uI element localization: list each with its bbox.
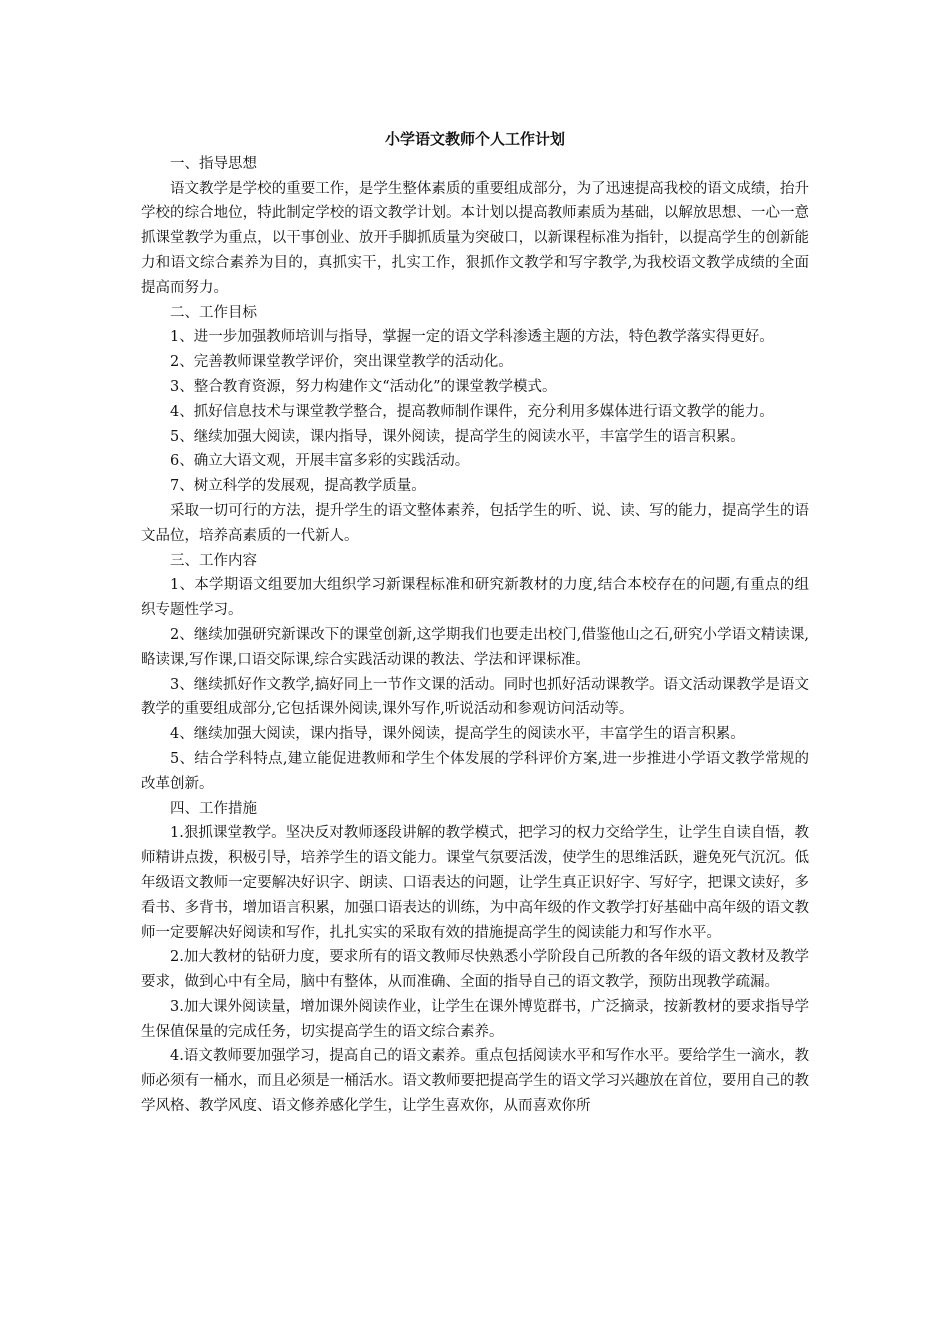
section-work-content <box>141 549 809 797</box>
section-heading: 一、指导思想 <box>170 155 257 172</box>
section-work-measures <box>141 797 809 1119</box>
paragraph: 3、继续抓好作文教学,搞好同上一节作文课的活动。同时也抓好活动课教学。语文活动课教学是语文教学的重要组成部分,它包括课外阅读,课外写作,听说活动和参观访问活动等。 <box>141 676 809 718</box>
document-title: 小学语文教师个人工作计划 <box>384 130 565 148</box>
section-work-goals <box>141 301 809 549</box>
paragraph: 4.语文教师要加强学习，提高自己的语文素养。重点包括阅读水平和写作水平。要给学生一滴水，教师必须有一桶水，而且必须是一桶活水。语文教师要把提高学生的语文学习兴趣放在首位，要用自己的教学风格、教学风度、语文修养感化学生，让学生喜欢你，从而喜欢你所 <box>141 1048 809 1115</box>
paragraph: 2、继续加强研究新课改下的课堂创新,这学期我们也要走出校门,借鉴他山之石,研究小学语文精读课,略读课,写作课,口语交际课,综合实践活动课的教法、学法和评课标准。 <box>141 626 809 668</box>
paragraph: 1、进一步加强教师培训与指导，掌握一定的语文学科渗透主题的方法，特色教学落实得更好。 <box>170 329 774 346</box>
paragraph: 语文教学是学校的重要工作，是学生整体素质的重要组成部分，为了迅速提高我校的语文成绩，抬升学校的综合地位，特此制定学校的语文教学计划。本计划以提高教师素质为基础，以解放思想、一心一意抓课堂教学为重点，以干事创业、放开手脚抓质量为突破口，以新课程标准为指针，以提高学生的创新能力和语文综合素养为目的，真抓实干，扎实工作，狠抓作文教学和写字教学,为我校语文教学成绩的全面提高而努力。 <box>141 180 809 296</box>
paragraph: 5、结合学科特点,建立能促进教师和学生个体发展的学科评价方案,进一步推进小学语文教学常规的改革创新。 <box>141 750 809 792</box>
paragraph: 5、继续加强大阅读，课内指导，课外阅读，提高学生的阅读水平，丰富学生的语言积累。 <box>170 428 745 445</box>
section-heading: 二、工作目标 <box>170 304 257 321</box>
section-guiding-ideology <box>141 152 809 301</box>
paragraph: 6、确立大语文观，开展丰富多彩的实践活动。 <box>170 453 470 470</box>
document-page <box>141 127 809 1119</box>
paragraph: 1.狠抓课堂教学。坚决反对教师逐段讲解的教学模式，把学习的权力交给学生，让学生自读自悟，教师精讲点拨，积极引导，培养学生的语文能力。课堂气氛要活泼，使学生的思维活跃，避免死气沉沉。低年级语文教师一定要解决好识字、朗读、口语表达的问题，让学生真正识好字、写好字，把课文读好，多看书、多背书，增加语言积累，加强口语表达的训练，为中高年级的作文教学打好基础中高年级的语文教师一定要解决好阅读和写作，扎扎实实的采取有效的措施提高学生的阅读能力和写作水平。 <box>141 825 809 941</box>
section-heading: 三、工作内容 <box>170 552 257 569</box>
paragraph: 2.加大教材的钻研力度，要求所有的语文教师尽快熟悉小学阶段自己所教的各年级的语文教材及教学要求，做到心中有全局，脑中有整体，从而准确、全面的指导自己的语文教学，预防出现教学疏漏。 <box>141 949 809 991</box>
paragraph: 4、抓好信息技术与课堂教学整合，提高教师制作课件，充分利用多媒体进行语文教学的能力。 <box>170 403 774 420</box>
paragraph: 4、继续加强大阅读，课内指导，课外阅读，提高学生的阅读水平，丰富学生的语言积累。 <box>170 726 745 743</box>
paragraph: 7、树立科学的发展观，提高教学质量。 <box>170 478 426 495</box>
paragraph: 3.加大课外阅读量，增加课外阅读作业，让学生在课外博览群书，广泛摘录，按新教材的要求指导学生保值保量的完成任务，切实提高学生的语文综合素养。 <box>141 998 809 1040</box>
paragraph: 2、完善教师课堂教学评价，突出课堂教学的活动化。 <box>170 354 513 371</box>
paragraph: 1、本学期语文组要加大组织学习新课程标准和研究新教材的力度,结合本校存在的问题,有重点的组织专题性学习。 <box>141 577 809 619</box>
paragraph: 采取一切可行的方法，提升学生的语文整体素养，包括学生的听、说、读、写的能力，提高学生的语文品位，培养高素质的一代新人。 <box>141 502 809 544</box>
paragraph: 3、整合教育资源，努力构建作文“活动化”的课堂教学模式。 <box>170 378 557 395</box>
section-heading: 四、工作措施 <box>170 800 257 817</box>
